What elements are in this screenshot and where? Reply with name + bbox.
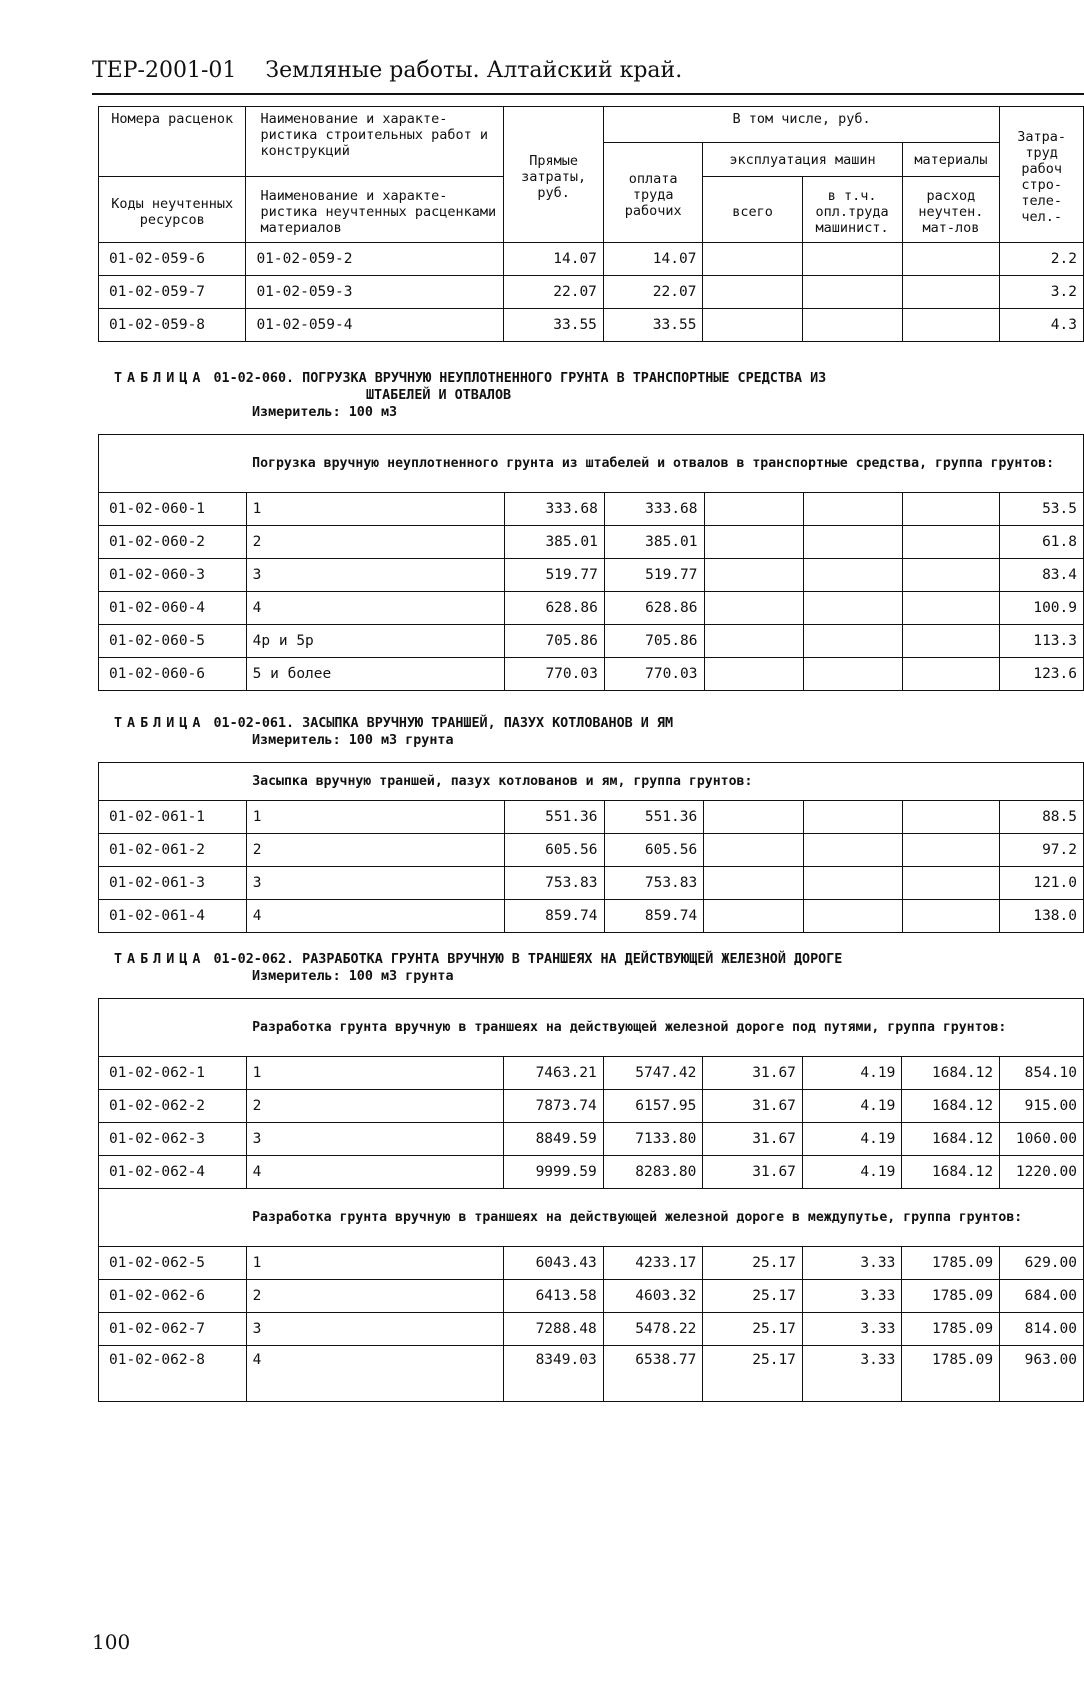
doc-code: ТЕР-2001-01 — [92, 58, 237, 83]
rate-numbers-header-cont — [99, 143, 246, 177]
materials-header: материалы — [902, 143, 1000, 177]
material-name-header: Наименование и характе- ристика неучтенных расценками материалов — [246, 177, 504, 243]
table-061-caption: ТАБЛИЦА 01-02-061. ЗАСЫПКА ВРУЧНУЮ ТРАНШЕЙ, ПАЗУХ КОТЛОВАНОВ И ЯМ Измеритель: 100 м3 грунта — [114, 716, 674, 748]
driver-pay-header: в т.ч. опл.труда машинист. — [802, 177, 902, 243]
labor-cost-header: Затра- труд рабоч стро- теле- чел.- — [1000, 107, 1084, 243]
table-062-unit: Измеритель: 100 м3 грунта — [252, 969, 454, 984]
table-row: 01-02-059-6 01-02-059-2 14.07 14.07 2.2 — [99, 243, 1084, 276]
page-header — [92, 58, 682, 83]
header-rule — [92, 93, 1084, 95]
table-row: 01-02-060-4 4 628.86 628.86 100.9 — [99, 592, 1084, 625]
machine-total-header: всего — [703, 177, 802, 243]
resource-codes-header: Коды неучтенных ресурсов — [99, 177, 246, 243]
unaccounted-material-header: расход неучтен. мат-лов — [902, 177, 1000, 243]
labor-pay-header: оплата труда рабочих — [603, 143, 703, 243]
machine-op-header: эксплуатация машин — [703, 143, 902, 177]
column-header-table — [98, 106, 1084, 342]
table-row: 01-02-059-8 01-02-059-4 33.55 33.55 4.3 — [99, 309, 1084, 342]
work-name-header: Наименование и характе- ристика строительных работ и конструкций — [246, 107, 504, 177]
table-row: 01-02-062-3 3 8849.59 7133.80 31.67 4.19 1684.12 1060.00 — [99, 1123, 1084, 1156]
group-heading: Разработка грунта вручную в траншеях на действующей железной дороге под путями, группа грунтов: — [246, 999, 1083, 1057]
table-row: 01-02-061-4 4 859.74 859.74 138.0 — [99, 900, 1084, 933]
table-row: 01-02-059-7 01-02-059-3 22.07 22.07 3.2 — [99, 276, 1084, 309]
table-row: 01-02-060-3 3 519.77 519.77 83.4 — [99, 559, 1084, 592]
table-row: 01-02-062-2 2 7873.74 6157.95 31.67 4.19 1684.12 915.00 — [99, 1090, 1084, 1123]
table-row: 01-02-061-1 1 551.36 551.36 88.5 — [99, 801, 1084, 834]
page-number: 100 — [92, 1630, 131, 1654]
table-061-unit: Измеритель: 100 м3 грунта — [252, 733, 454, 748]
table-row: 01-02-060-5 4р и 5р 705.86 705.86 113.3 — [99, 625, 1084, 658]
table-row: 01-02-060-2 2 385.01 385.01 61.8 — [99, 526, 1084, 559]
table-row: 01-02-062-4 4 9999.59 8283.80 31.67 4.19 1684.12 1220.00 — [99, 1156, 1084, 1189]
table-row: 01-02-061-2 2 605.56 605.56 97.2 — [99, 834, 1084, 867]
table-060-unit: Измеритель: 100 м3 — [252, 405, 398, 420]
table-row: 01-02-060-6 5 и более 770.03 770.03 123.6 — [99, 658, 1084, 691]
rate-numbers-header: Номера расценок — [99, 107, 246, 143]
table-row: 01-02-062-6 2 6413.58 4603.32 25.17 3.33 1785.09 684.00 — [99, 1280, 1084, 1313]
table-062 — [98, 998, 1084, 1402]
table-row: 01-02-062-1 1 7463.21 5747.42 31.67 4.19 1684.12 854.10 — [99, 1057, 1084, 1090]
including-header: В том числе, руб. — [603, 107, 999, 143]
group-heading: Засыпка вручную траншей, пазух котлованов и ям, группа грунтов: — [246, 763, 1083, 801]
table-row: 01-02-062-5 1 6043.43 4233.17 25.17 3.33 1785.09 629.00 — [99, 1247, 1084, 1280]
table-061 — [98, 762, 1084, 933]
table-062-caption: ТАБЛИЦА 01-02-062. РАЗРАБОТКА ГРУНТА ВРУЧНУЮ В ТРАНШЕЯХ НА ДЕЙСТВУЮЩЕЙ ЖЕЛЕЗНОЙ ДОРОГЕ Измеритель: 100 м3 грунта — [114, 952, 843, 984]
table-060 — [98, 434, 1084, 691]
group-heading: Разработка грунта вручную в траншеях на действующей железной дороге в междупутье, группа грунтов: — [246, 1189, 1083, 1247]
doc-title: Земляные работы. Алтайский край. — [265, 58, 683, 83]
group-heading: Погрузка вручную неуплотненного грунта из штабелей и отвалов в транспортные средства, группа грунтов: — [246, 435, 1083, 493]
table-row: 01-02-062-8 4 8349.03 6538.77 25.17 3.33 1785.09 963.00 — [99, 1346, 1084, 1402]
direct-costs-header: Прямые затраты, руб. — [504, 107, 604, 243]
table-row: 01-02-060-1 1 333.68 333.68 53.5 — [99, 493, 1084, 526]
table-row: 01-02-061-3 3 753.83 753.83 121.0 — [99, 867, 1084, 900]
table-060-caption: ТАБЛИЦА 01-02-060. ПОГРУЗКА ВРУЧНУЮ НЕУПЛОТНЕННОГО ГРУНТА В ТРАНСПОРТНЫЕ СРЕДСТВА ИЗ ШТАБЕЛЕЙ И ОТВАЛОВ Измеритель: 100 м3 — [114, 371, 827, 420]
table-row: 01-02-062-7 3 7288.48 5478.22 25.17 3.33 1785.09 814.00 — [99, 1313, 1084, 1346]
